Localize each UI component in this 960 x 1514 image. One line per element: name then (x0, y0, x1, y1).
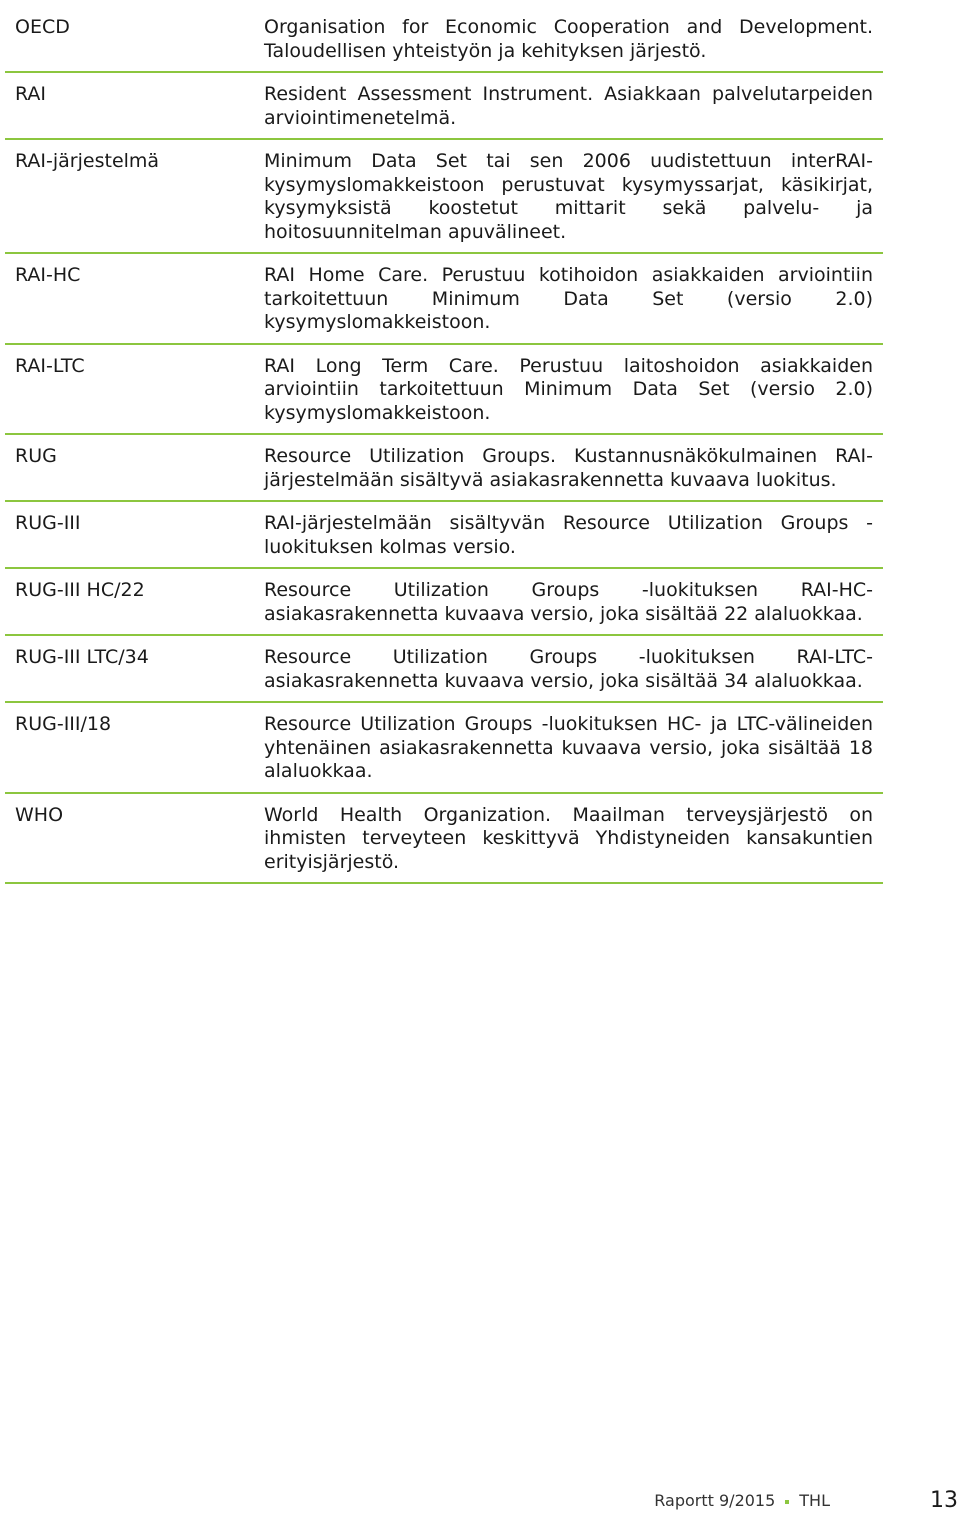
glossary-row (5, 502, 883, 569)
glossary-row (5, 140, 883, 254)
glossary-definition: RAI Home Care. Perustuu kotihoidon asiakkaiden arviointiin tarkoitettuun Minimum Data Set (versio 2.0) kysymyslomakkeistoon. (264, 264, 873, 333)
glossary-term: RUG-III HC/22 (15, 579, 145, 601)
glossary-term: RAI-LTC (15, 354, 85, 377)
glossary-term: RAI (15, 83, 47, 105)
glossary-row (5, 254, 883, 345)
glossary-row (5, 569, 883, 636)
glossary-definition: Resource Utilization Groups -luokituksen RAI-HC-asiakasrakennetta kuvaava versio, joka sisältää 22 alaluokkaa. (264, 579, 873, 625)
glossary-definition: Organisation for Economic Cooperation and Development. Taloudellisen yhteistyön ja kehityksen järjestö. (264, 16, 873, 62)
glossary-term: RAI-järjestelmä (15, 150, 160, 172)
glossary-definition: Resource Utilization Groups. Kustannusnäkökulmainen RAI-järjestelmään sisältyvä asiakasrakennetta kuvaava luokitus. (264, 445, 873, 491)
separator-dot-icon (785, 1500, 789, 1504)
page-footer (0, 1488, 960, 1514)
glossary-definition: Resource Utilization Groups -luokituksen RAI-LTC-asiakasrakennetta kuvaava versio, joka sisältää 34 alaluokkaa. (264, 646, 873, 692)
glossary-term: WHO (15, 803, 64, 826)
glossary-term: RUG-III (15, 512, 81, 534)
glossary-row (5, 636, 883, 703)
glossary-row (5, 794, 883, 885)
glossary-definition: World Health Organization. Maailman terveysjärjestö on ihmisten terveyteen keskittyvä Yhdistyneiden kansakuntien erityisjärjestö. (264, 803, 873, 873)
glossary-row (5, 345, 883, 436)
footer-report-info (654, 1491, 830, 1510)
footer-report-label: Raportt 9/2015 (654, 1491, 776, 1510)
glossary-row (5, 73, 883, 140)
glossary-row (5, 6, 883, 73)
glossary-term: RUG-III LTC/34 (15, 646, 149, 668)
footer-publisher: THL (799, 1491, 830, 1510)
glossary-definition: Resident Assessment Instrument. Asiakkaan palvelutarpeiden arviointimenetelmä. (264, 83, 873, 129)
glossary-definition: Minimum Data Set tai sen 2006 uudistettuun interRAI- kysymyslomakkeistoon perustuvat kysymyssarjat, käsikirjat, kysymyksistä koostetut mittarit sekä palvelu- ja hoitosuunnitelman apuvälineet. (264, 150, 873, 243)
glossary-row (5, 435, 883, 502)
glossary-definition: RAI Long Term Care. Perustuu laitoshoidon asiakkaiden arviointiin tarkoitettuun Minimum Data Set (versio 2.0) kysymyslomakkeistoon. (264, 354, 873, 424)
glossary-term: RAI-HC (15, 264, 81, 286)
glossary-definition: RAI-järjestelmään sisältyvän Resource Utilization Groups -luokituksen kolmas versio. (264, 512, 873, 558)
glossary-term: RUG-III/18 (15, 713, 112, 735)
glossary-term: OECD (15, 16, 70, 38)
page-number: 13 (930, 1488, 958, 1513)
glossary-term: RUG (15, 445, 57, 467)
glossary-table (5, 6, 883, 884)
glossary-row (5, 703, 883, 794)
glossary-definition: Resource Utilization Groups -luokituksen HC- ja LTC-välineiden yhtenäinen asiakasrakennetta kuvaava versio, joka sisältää 18 alaluokkaa. (264, 713, 873, 782)
